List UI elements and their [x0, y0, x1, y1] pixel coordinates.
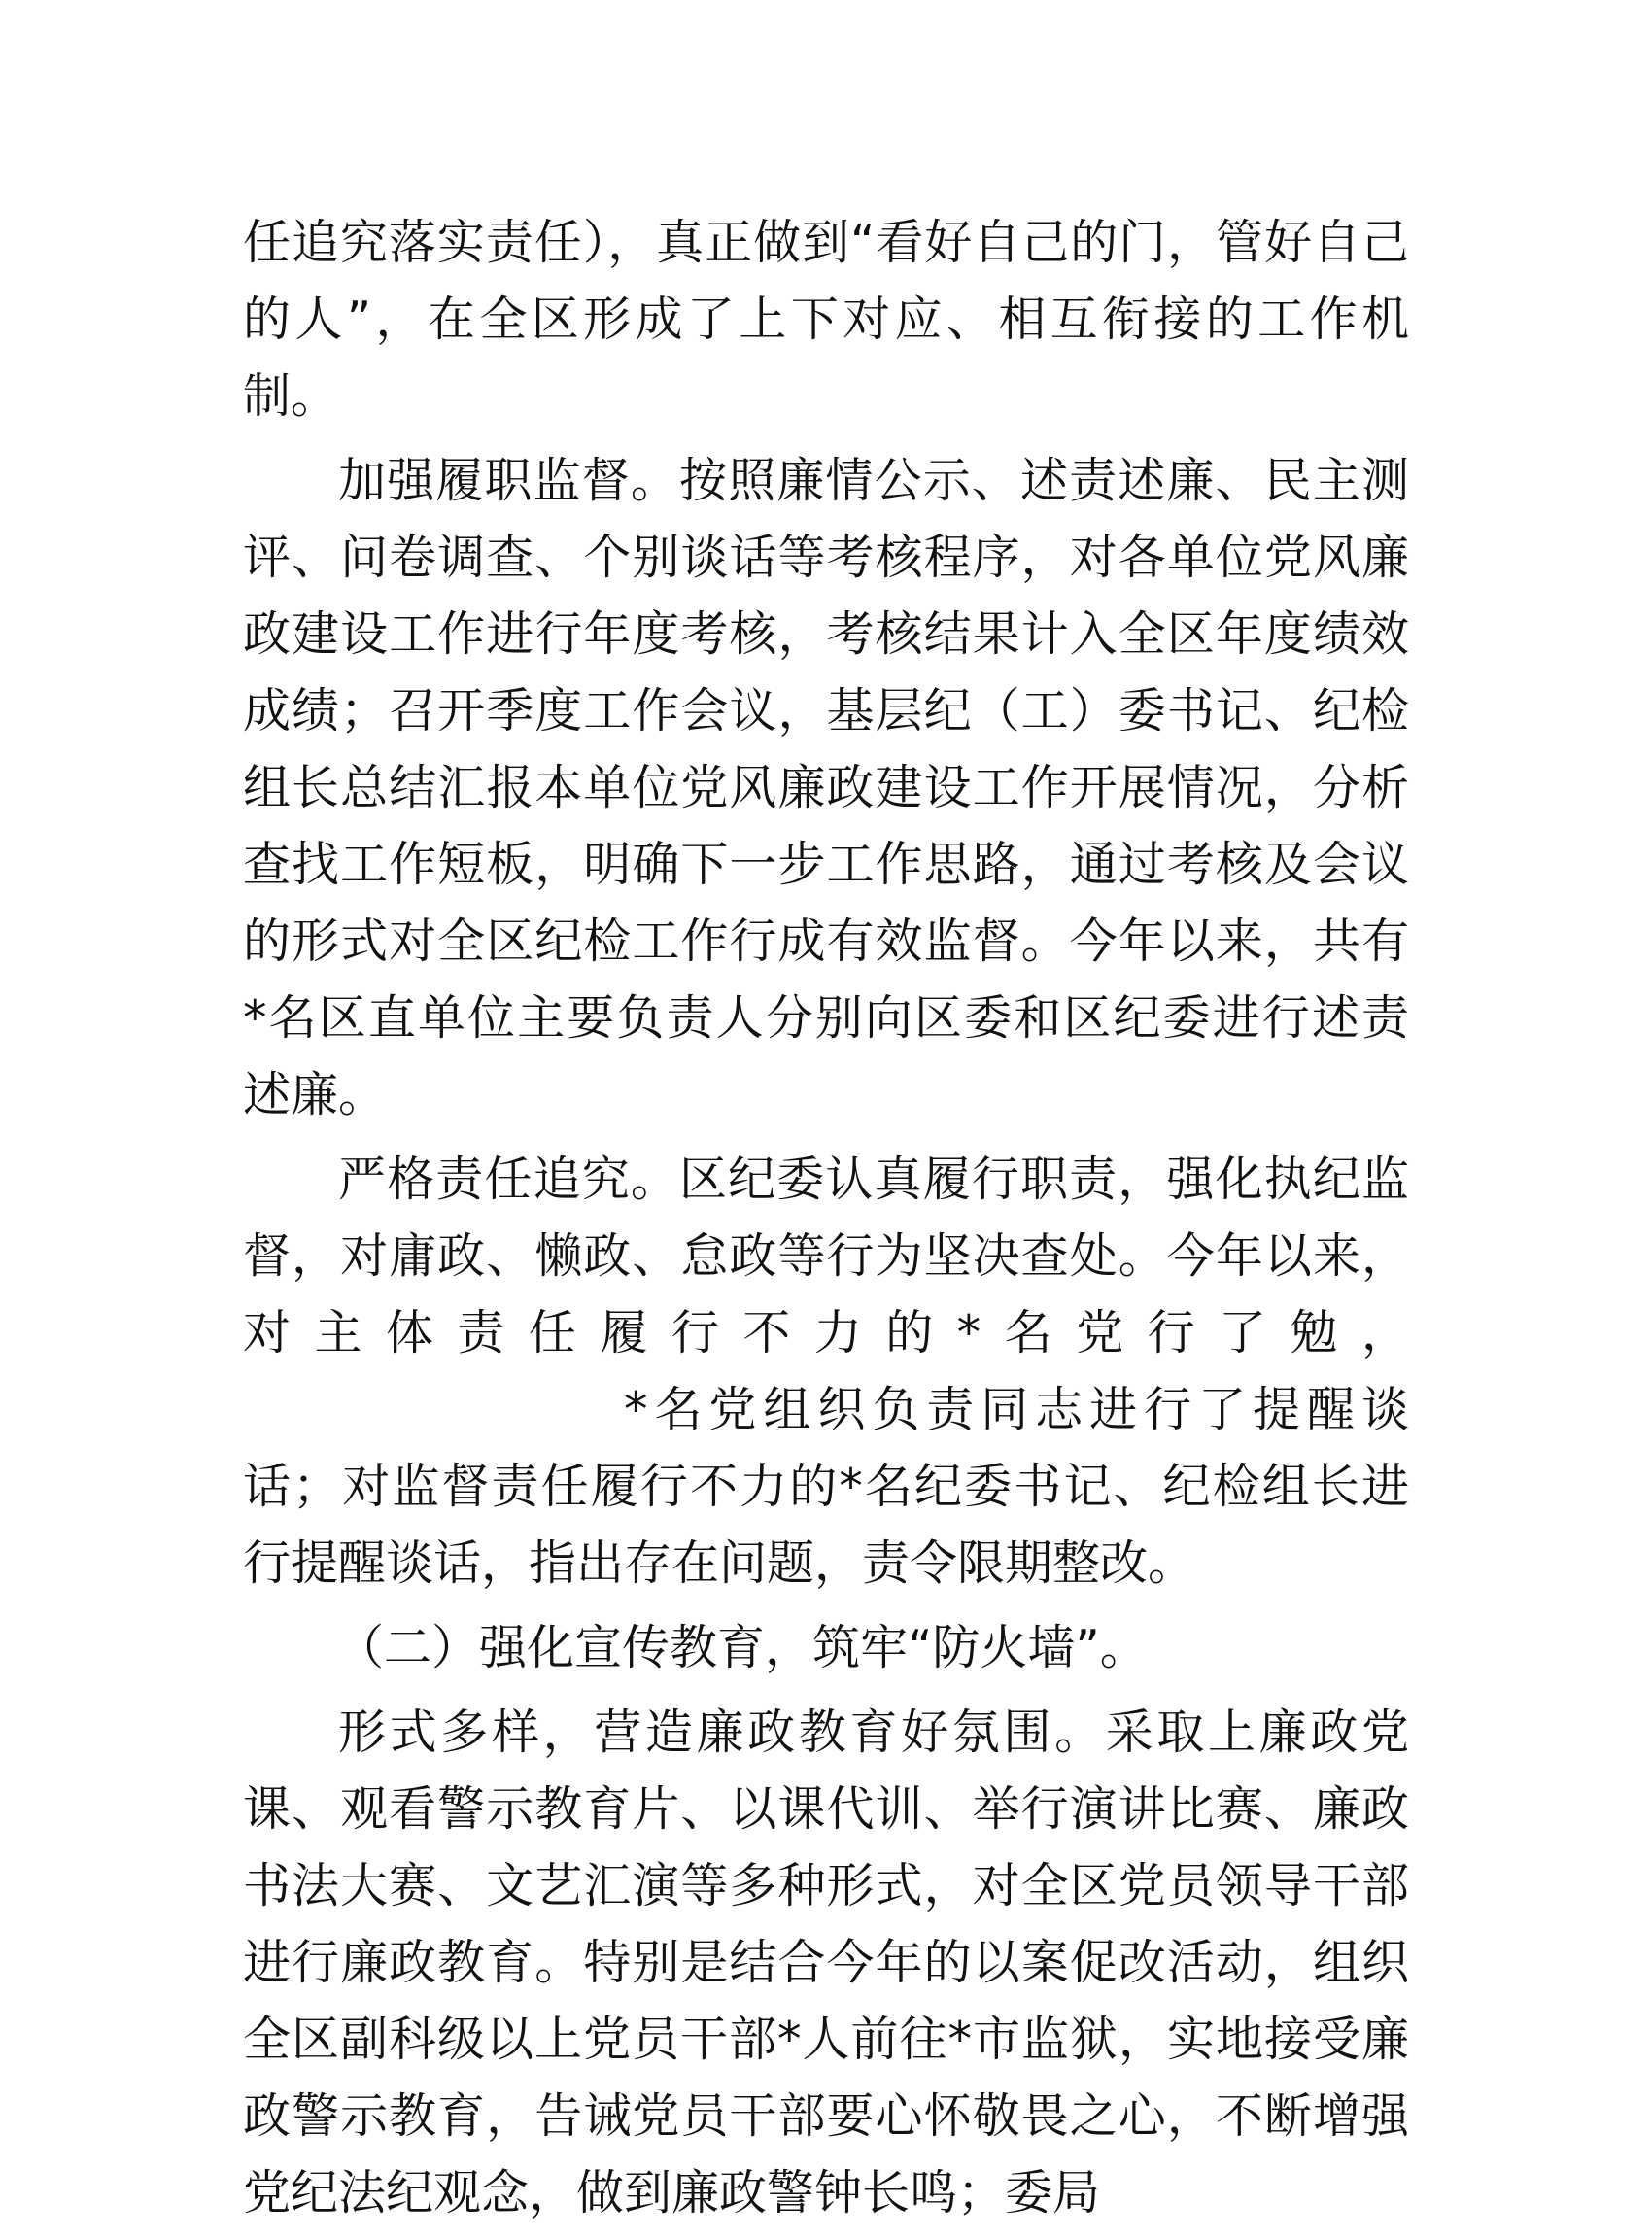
paragraph-accountability-part1: 严格责任追究。区纪委认真履行职责，强化执纪监督，对庸政、懒政、怠政等行为坚决查处。今年以来，对主体责任履行不力的*名党行了勉，: [243, 1152, 1409, 1361]
paragraph-accountability-part2: *名党组织负责同志进行了提醒谈话；对监督责任履行不力的*名纪委书记、纪检组长进行提醒谈话，指出存在问题，责令限期整改。: [243, 1382, 1409, 1591]
paragraph-education: 形式多样，营造廉政教育好氛围。采取上廉政党课、观看警示教育片、以课代训、举行演讲比赛、廉政书法大赛、文艺汇演等多种形式，对全区党员领导干部进行廉政教育。特别是结合今年的以案促改活动，组织全区副科级以上党员干部*人前往*市监狱，实地接受廉政警示教育，告诫党员干部要心怀敬畏之心，不断增强党纪法纪观念，做到廉政警钟长鸣；委局: [243, 1705, 1409, 2221]
document-body: [243, 204, 1409, 2239]
paragraph-accountability: [243, 1141, 1409, 1602]
section-heading: （二）强化宣传教育，筑牢“防火墙”。: [336, 1620, 1148, 1675]
paragraph-continued: 任追究落实责任），真正做到“看好自己的门，管好自己的人”，在全区形成了上下对应、相互衔接的工作机制。: [243, 215, 1409, 424]
paragraph-supervision: 加强履职监督。按照廉情公示、述责述廉、民主测评、问卷调查、个别谈话等考核程序，对各单位党风廉政建设工作进行年度考核，考核结果计入全区年度绩效成绩；召开季度工作会议，基层纪（工）委书记、纪检组长总结汇报本单位党风廉政建设工作开展情况，分析查找工作短板，明确下一步工作思路，通过考核及会议的形式对全区纪检工作行成有效监督。今年以来，共有*名区直单位主要负责人分别向区委和区纪委进行述责述廉。: [243, 453, 1409, 1122]
